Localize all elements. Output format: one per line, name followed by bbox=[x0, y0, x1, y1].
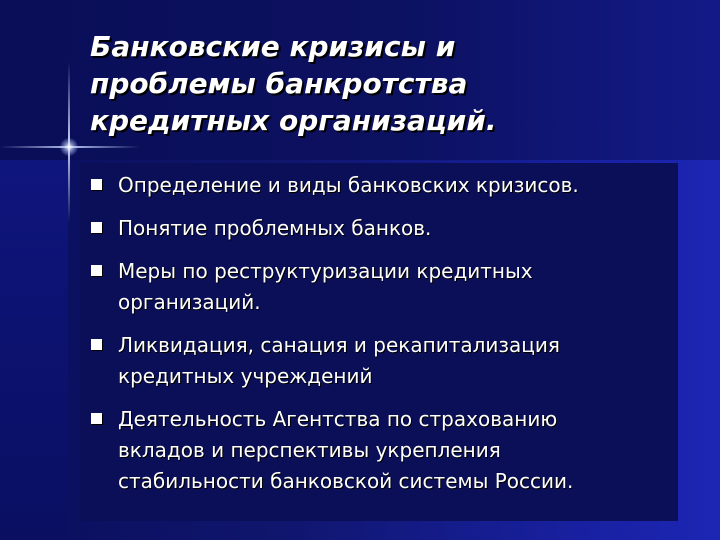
title-line: кредитных организаций. bbox=[90, 104, 497, 137]
bullet-text bbox=[118, 404, 680, 497]
slide-title bbox=[90, 28, 690, 139]
bullet-item bbox=[90, 330, 680, 392]
square-bullet-icon bbox=[91, 413, 102, 424]
bullet-line: вкладов и перспективы укрепления bbox=[118, 438, 501, 462]
square-bullet-icon bbox=[91, 222, 102, 233]
square-bullet-icon bbox=[91, 179, 102, 190]
bullet-line: организаций. bbox=[118, 290, 261, 314]
bullet-list bbox=[90, 170, 680, 509]
bullet-line: кредитных учреждений bbox=[118, 364, 373, 388]
bullet-line: Ликвидация, санация и рекапитализация bbox=[118, 333, 560, 357]
title-line: Банковские кризисы и bbox=[90, 30, 456, 63]
bullet-item bbox=[90, 170, 680, 201]
bullet-item bbox=[90, 213, 680, 244]
bullet-line: Понятие проблемных банков. bbox=[118, 216, 432, 240]
square-bullet-icon bbox=[91, 265, 102, 276]
bullet-item bbox=[90, 404, 680, 497]
bullet-line: Деятельность Агентства по страхованию bbox=[118, 407, 558, 431]
bullet-line: Определение и виды банковских кризисов. bbox=[118, 173, 579, 197]
title-line: проблемы банкротства bbox=[90, 67, 468, 100]
bullet-text bbox=[118, 170, 680, 201]
bullet-text bbox=[118, 330, 680, 392]
bullet-line: Меры по реструктуризации кредитных bbox=[118, 259, 533, 283]
bullet-text bbox=[118, 213, 680, 244]
bullet-text bbox=[118, 256, 680, 318]
square-bullet-icon bbox=[91, 339, 102, 350]
bullet-item bbox=[90, 256, 680, 318]
sparkle-core bbox=[60, 138, 78, 156]
bullet-line: стабильности банковской системы России. bbox=[118, 469, 574, 493]
